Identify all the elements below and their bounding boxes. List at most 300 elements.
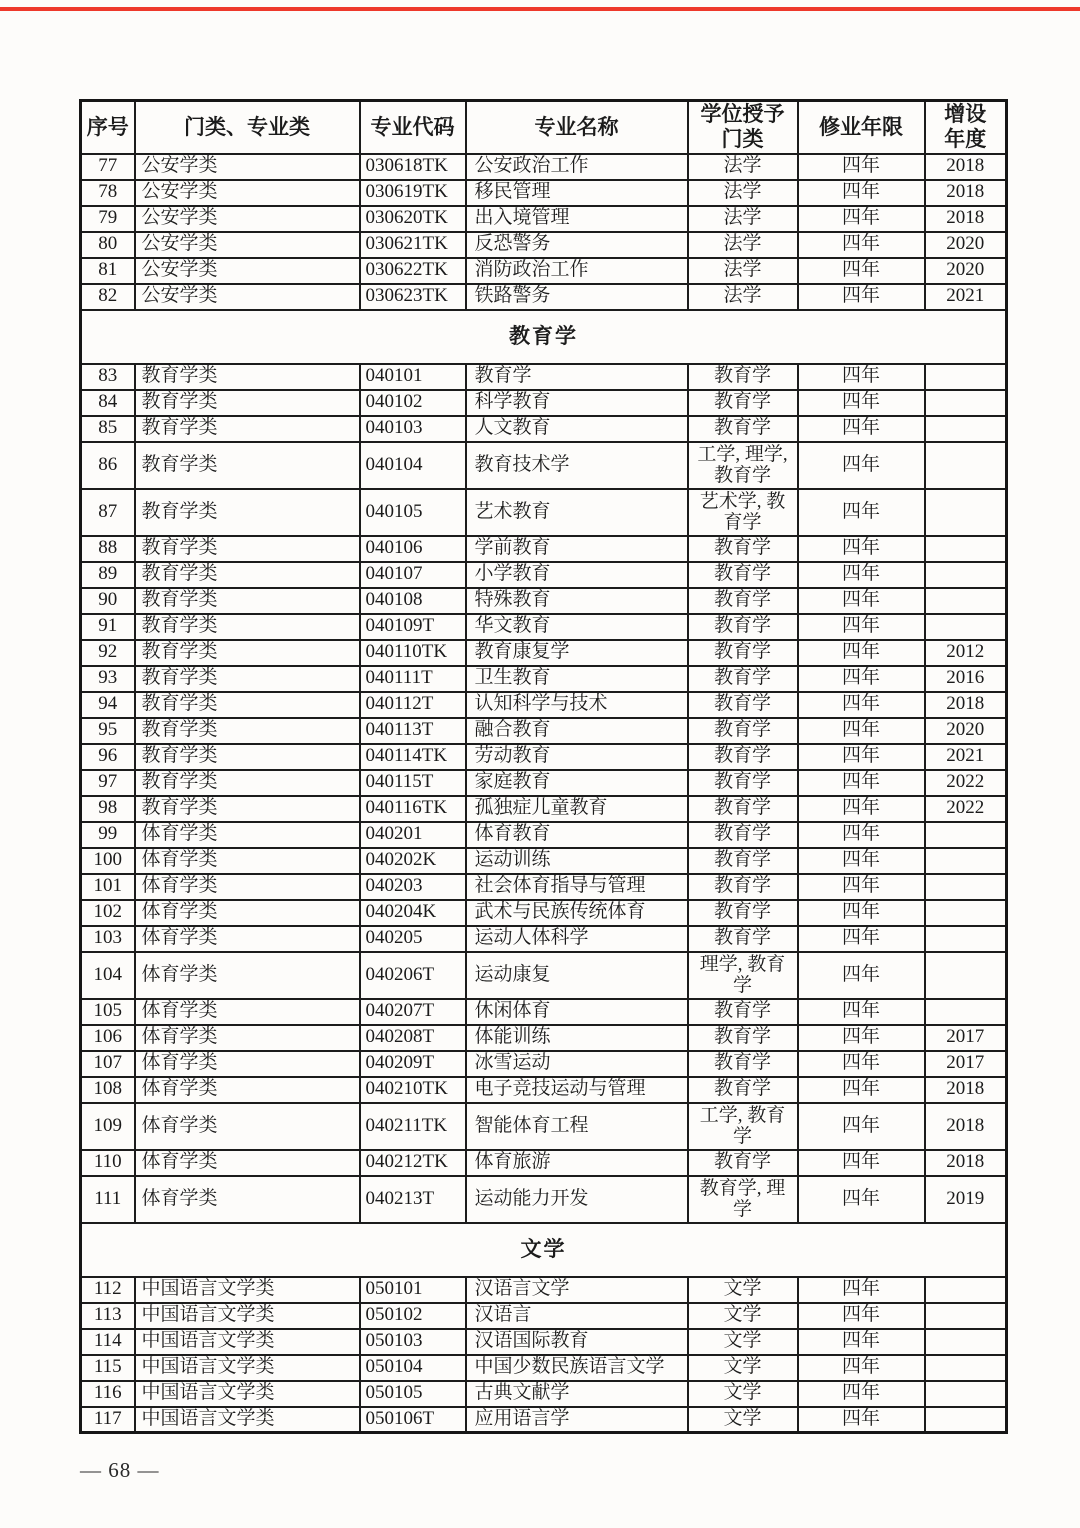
cell-degree: 教育学 <box>688 900 798 926</box>
cell-index: 84 <box>81 390 135 416</box>
cell-duration: 四年 <box>798 926 925 952</box>
cell-index: 79 <box>81 206 135 232</box>
cell-year-added <box>925 1277 1007 1303</box>
cell-degree: 教育学 <box>688 390 798 416</box>
cell-degree: 教育学, 理学 <box>688 1176 798 1223</box>
cell-name: 汉语国际教育 <box>466 1329 688 1355</box>
cell-index: 80 <box>81 232 135 258</box>
table-row <box>81 874 1007 900</box>
table-row <box>81 416 1007 442</box>
cell-name: 汉语言 <box>466 1303 688 1329</box>
cell-name: 体育旅游 <box>466 1150 688 1176</box>
cell-category: 公安学类 <box>135 258 360 284</box>
cell-index: 101 <box>81 874 135 900</box>
cell-degree: 文学 <box>688 1407 798 1433</box>
cell-year-added: 2016 <box>925 666 1007 692</box>
cell-duration: 四年 <box>798 744 925 770</box>
cell-index: 100 <box>81 848 135 874</box>
table-row <box>81 442 1007 489</box>
cell-code: 050104 <box>360 1355 466 1381</box>
table-row <box>81 1025 1007 1051</box>
cell-degree: 法学 <box>688 180 798 206</box>
cell-duration: 四年 <box>798 489 925 536</box>
cell-duration: 四年 <box>798 770 925 796</box>
table-row <box>81 744 1007 770</box>
cell-name: 应用语言学 <box>466 1407 688 1433</box>
majors-table <box>79 99 1008 1434</box>
cell-index: 87 <box>81 489 135 536</box>
col-header-degree: 学位授予门类 <box>688 101 798 154</box>
cell-category: 中国语言文学类 <box>135 1407 360 1433</box>
cell-index: 88 <box>81 536 135 562</box>
cell-year-added <box>925 1355 1007 1381</box>
cell-duration: 四年 <box>798 1303 925 1329</box>
cell-name: 运动训练 <box>466 848 688 874</box>
cell-category: 中国语言文学类 <box>135 1303 360 1329</box>
cell-degree: 教育学 <box>688 744 798 770</box>
cell-name: 教育康复学 <box>466 640 688 666</box>
cell-category: 教育学类 <box>135 770 360 796</box>
cell-index: 82 <box>81 284 135 310</box>
table-row <box>81 180 1007 206</box>
cell-category: 公安学类 <box>135 180 360 206</box>
cell-duration: 四年 <box>798 1051 925 1077</box>
table-row <box>81 390 1007 416</box>
cell-duration: 四年 <box>798 666 925 692</box>
table-row <box>81 364 1007 390</box>
cell-index: 117 <box>81 1407 135 1433</box>
table-row <box>81 640 1007 666</box>
cell-year-added <box>925 562 1007 588</box>
cell-name: 认知科学与技术 <box>466 692 688 718</box>
cell-duration: 四年 <box>798 1077 925 1103</box>
col-header-code: 专业代码 <box>360 101 466 154</box>
cell-degree: 艺术学, 教育学 <box>688 489 798 536</box>
cell-duration: 四年 <box>798 442 925 489</box>
cell-year-added <box>925 1329 1007 1355</box>
cell-duration: 四年 <box>798 206 925 232</box>
cell-category: 体育学类 <box>135 900 360 926</box>
table-row <box>81 1051 1007 1077</box>
cell-year-added: 2018 <box>925 1077 1007 1103</box>
cell-category: 教育学类 <box>135 588 360 614</box>
cell-degree: 工学, 教育学 <box>688 1103 798 1150</box>
cell-code: 050102 <box>360 1303 466 1329</box>
cell-year-added <box>925 1303 1007 1329</box>
cell-index: 81 <box>81 258 135 284</box>
cell-code: 040111T <box>360 666 466 692</box>
table-row <box>81 718 1007 744</box>
cell-duration: 四年 <box>798 258 925 284</box>
table-row <box>81 232 1007 258</box>
cell-degree: 教育学 <box>688 822 798 848</box>
cell-degree: 法学 <box>688 232 798 258</box>
cell-duration: 四年 <box>798 232 925 258</box>
cell-name: 移民管理 <box>466 180 688 206</box>
table-row <box>81 614 1007 640</box>
cell-category: 体育学类 <box>135 848 360 874</box>
table-row <box>81 1077 1007 1103</box>
cell-category: 体育学类 <box>135 1150 360 1176</box>
table-row <box>81 952 1007 999</box>
cell-duration: 四年 <box>798 1277 925 1303</box>
cell-year-added <box>925 416 1007 442</box>
section-header: 文学 <box>81 1223 1007 1277</box>
cell-degree: 教育学 <box>688 718 798 744</box>
section-row <box>81 310 1007 364</box>
cell-index: 111 <box>81 1176 135 1223</box>
table-row <box>81 822 1007 848</box>
table-row <box>81 206 1007 232</box>
cell-year-added <box>925 926 1007 952</box>
cell-index: 116 <box>81 1381 135 1407</box>
cell-name: 智能体育工程 <box>466 1103 688 1150</box>
cell-duration: 四年 <box>798 154 925 180</box>
cell-code: 040202K <box>360 848 466 874</box>
cell-duration: 四年 <box>798 848 925 874</box>
cell-name: 华文教育 <box>466 614 688 640</box>
cell-year-added: 2018 <box>925 692 1007 718</box>
cell-name: 劳动教育 <box>466 744 688 770</box>
cell-code: 040212TK <box>360 1150 466 1176</box>
cell-year-added: 2018 <box>925 206 1007 232</box>
cell-category: 公安学类 <box>135 154 360 180</box>
majors-table-header <box>81 101 1007 154</box>
table-row <box>81 1103 1007 1150</box>
table-row <box>81 1150 1007 1176</box>
cell-duration: 四年 <box>798 284 925 310</box>
cell-duration: 四年 <box>798 900 925 926</box>
cell-year-added: 2022 <box>925 796 1007 822</box>
col-header-index: 序号 <box>81 101 135 154</box>
cell-category: 教育学类 <box>135 666 360 692</box>
cell-degree: 教育学 <box>688 926 798 952</box>
cell-index: 113 <box>81 1303 135 1329</box>
cell-name: 教育学 <box>466 364 688 390</box>
cell-index: 99 <box>81 822 135 848</box>
cell-index: 85 <box>81 416 135 442</box>
cell-name: 体能训练 <box>466 1025 688 1051</box>
cell-index: 86 <box>81 442 135 489</box>
table-row <box>81 796 1007 822</box>
cell-duration: 四年 <box>798 999 925 1025</box>
table-row <box>81 258 1007 284</box>
cell-duration: 四年 <box>798 718 925 744</box>
cell-degree: 教育学 <box>688 796 798 822</box>
table-row <box>81 1381 1007 1407</box>
cell-category: 中国语言文学类 <box>135 1355 360 1381</box>
cell-name: 教育技术学 <box>466 442 688 489</box>
cell-code: 040107 <box>360 562 466 588</box>
cell-name: 中国少数民族语言文学 <box>466 1355 688 1381</box>
cell-category: 教育学类 <box>135 744 360 770</box>
cell-duration: 四年 <box>798 1329 925 1355</box>
cell-name: 运动康复 <box>466 952 688 999</box>
cell-degree: 教育学 <box>688 999 798 1025</box>
section-row <box>81 1223 1007 1277</box>
cell-name: 科学教育 <box>466 390 688 416</box>
cell-index: 90 <box>81 588 135 614</box>
table-row <box>81 562 1007 588</box>
table-row <box>81 770 1007 796</box>
cell-category: 体育学类 <box>135 1025 360 1051</box>
col-header-year-added: 增设年度 <box>925 101 1007 154</box>
cell-category: 体育学类 <box>135 926 360 952</box>
cell-category: 体育学类 <box>135 999 360 1025</box>
cell-name: 家庭教育 <box>466 770 688 796</box>
cell-code: 040105 <box>360 489 466 536</box>
cell-code: 040108 <box>360 588 466 614</box>
cell-name: 反恐警务 <box>466 232 688 258</box>
table-row <box>81 1329 1007 1355</box>
cell-category: 教育学类 <box>135 640 360 666</box>
cell-category: 体育学类 <box>135 1103 360 1150</box>
cell-category: 体育学类 <box>135 1176 360 1223</box>
cell-year-added: 2020 <box>925 718 1007 744</box>
cell-name: 融合教育 <box>466 718 688 744</box>
cell-name: 孤独症儿童教育 <box>466 796 688 822</box>
cell-name: 铁路警务 <box>466 284 688 310</box>
cell-year-added <box>925 1407 1007 1433</box>
cell-degree: 文学 <box>688 1355 798 1381</box>
cell-category: 中国语言文学类 <box>135 1329 360 1355</box>
cell-year-added <box>925 364 1007 390</box>
table-row <box>81 692 1007 718</box>
cell-degree: 文学 <box>688 1381 798 1407</box>
cell-degree: 教育学 <box>688 588 798 614</box>
cell-degree: 文学 <box>688 1277 798 1303</box>
cell-index: 92 <box>81 640 135 666</box>
cell-name: 小学教育 <box>466 562 688 588</box>
col-header-category: 门类、专业类 <box>135 101 360 154</box>
cell-code: 040110TK <box>360 640 466 666</box>
cell-year-added <box>925 489 1007 536</box>
cell-degree: 法学 <box>688 284 798 310</box>
cell-code: 040203 <box>360 874 466 900</box>
cell-name: 公安政治工作 <box>466 154 688 180</box>
cell-name: 武术与民族传统体育 <box>466 900 688 926</box>
cell-code: 040103 <box>360 416 466 442</box>
cell-duration: 四年 <box>798 1176 925 1223</box>
table-row <box>81 1176 1007 1223</box>
cell-degree: 工学, 理学, 教育学 <box>688 442 798 489</box>
cell-code: 040209T <box>360 1051 466 1077</box>
cell-category: 教育学类 <box>135 692 360 718</box>
cell-year-added: 2017 <box>925 1025 1007 1051</box>
table-row <box>81 926 1007 952</box>
cell-code: 050105 <box>360 1381 466 1407</box>
cell-duration: 四年 <box>798 796 925 822</box>
cell-degree: 法学 <box>688 258 798 284</box>
cell-degree: 教育学 <box>688 536 798 562</box>
cell-degree: 教育学 <box>688 416 798 442</box>
cell-degree: 教育学 <box>688 692 798 718</box>
cell-duration: 四年 <box>798 952 925 999</box>
table-row <box>81 848 1007 874</box>
table-row <box>81 1303 1007 1329</box>
cell-index: 110 <box>81 1150 135 1176</box>
cell-duration: 四年 <box>798 640 925 666</box>
table-row <box>81 284 1007 310</box>
cell-index: 109 <box>81 1103 135 1150</box>
cell-code: 040104 <box>360 442 466 489</box>
cell-degree: 法学 <box>688 154 798 180</box>
cell-index: 83 <box>81 364 135 390</box>
cell-degree: 教育学 <box>688 562 798 588</box>
cell-duration: 四年 <box>798 536 925 562</box>
col-header-duration: 修业年限 <box>798 101 925 154</box>
cell-code: 040206T <box>360 952 466 999</box>
header-row <box>81 101 1007 154</box>
cell-code: 040109T <box>360 614 466 640</box>
cell-duration: 四年 <box>798 562 925 588</box>
cell-code: 030620TK <box>360 206 466 232</box>
cell-code: 040116TK <box>360 796 466 822</box>
cell-code: 040106 <box>360 536 466 562</box>
cell-year-added <box>925 874 1007 900</box>
cell-index: 98 <box>81 796 135 822</box>
table-row <box>81 1407 1007 1433</box>
cell-code: 030619TK <box>360 180 466 206</box>
cell-code: 040205 <box>360 926 466 952</box>
cell-name: 古典文献学 <box>466 1381 688 1407</box>
cell-category: 中国语言文学类 <box>135 1381 360 1407</box>
cell-code: 040211TK <box>360 1103 466 1150</box>
cell-category: 体育学类 <box>135 952 360 999</box>
cell-code: 030623TK <box>360 284 466 310</box>
cell-year-added: 2021 <box>925 284 1007 310</box>
cell-duration: 四年 <box>798 588 925 614</box>
cell-name: 人文教育 <box>466 416 688 442</box>
cell-index: 89 <box>81 562 135 588</box>
cell-category: 教育学类 <box>135 536 360 562</box>
cell-year-added: 2020 <box>925 232 1007 258</box>
cell-category: 体育学类 <box>135 1077 360 1103</box>
cell-year-added: 2012 <box>925 640 1007 666</box>
section-header: 教育学 <box>81 310 1007 364</box>
cell-name: 学前教育 <box>466 536 688 562</box>
cell-category: 公安学类 <box>135 206 360 232</box>
table-row <box>81 1277 1007 1303</box>
cell-year-added: 2018 <box>925 154 1007 180</box>
cell-year-added: 2018 <box>925 1150 1007 1176</box>
cell-degree: 理学, 教育学 <box>688 952 798 999</box>
cell-code: 050106T <box>360 1407 466 1433</box>
cell-year-added <box>925 614 1007 640</box>
cell-index: 112 <box>81 1277 135 1303</box>
cell-code: 050101 <box>360 1277 466 1303</box>
cell-category: 教育学类 <box>135 718 360 744</box>
cell-index: 95 <box>81 718 135 744</box>
cell-index: 103 <box>81 926 135 952</box>
cell-duration: 四年 <box>798 1355 925 1381</box>
cell-duration: 四年 <box>798 1025 925 1051</box>
cell-category: 教育学类 <box>135 364 360 390</box>
cell-index: 102 <box>81 900 135 926</box>
table-row <box>81 666 1007 692</box>
table-row <box>81 999 1007 1025</box>
cell-duration: 四年 <box>798 364 925 390</box>
cell-degree: 教育学 <box>688 1025 798 1051</box>
cell-name: 消防政治工作 <box>466 258 688 284</box>
cell-index: 106 <box>81 1025 135 1051</box>
cell-code: 030622TK <box>360 258 466 284</box>
cell-year-added <box>925 822 1007 848</box>
cell-code: 040112T <box>360 692 466 718</box>
cell-degree: 教育学 <box>688 614 798 640</box>
cell-code: 040102 <box>360 390 466 416</box>
cell-degree: 教育学 <box>688 666 798 692</box>
cell-index: 108 <box>81 1077 135 1103</box>
cell-code: 050103 <box>360 1329 466 1355</box>
cell-name: 运动能力开发 <box>466 1176 688 1223</box>
cell-index: 96 <box>81 744 135 770</box>
cell-category: 教育学类 <box>135 416 360 442</box>
cell-category: 公安学类 <box>135 232 360 258</box>
table-row <box>81 1355 1007 1381</box>
cell-year-added: 2019 <box>925 1176 1007 1223</box>
cell-category: 教育学类 <box>135 489 360 536</box>
cell-category: 公安学类 <box>135 284 360 310</box>
cell-year-added: 2017 <box>925 1051 1007 1077</box>
cell-degree: 文学 <box>688 1329 798 1355</box>
table-row <box>81 588 1007 614</box>
cell-degree: 教育学 <box>688 364 798 390</box>
cell-year-added <box>925 588 1007 614</box>
majors-table-body <box>81 154 1007 1433</box>
cell-duration: 四年 <box>798 692 925 718</box>
cell-index: 107 <box>81 1051 135 1077</box>
cell-year-added <box>925 390 1007 416</box>
cell-duration: 四年 <box>798 180 925 206</box>
table-row <box>81 900 1007 926</box>
cell-year-added <box>925 848 1007 874</box>
cell-code: 040114TK <box>360 744 466 770</box>
cell-category: 教育学类 <box>135 390 360 416</box>
cell-year-added <box>925 999 1007 1025</box>
cell-degree: 文学 <box>688 1303 798 1329</box>
cell-duration: 四年 <box>798 1407 925 1433</box>
cell-year-added <box>925 1381 1007 1407</box>
cell-index: 77 <box>81 154 135 180</box>
cell-duration: 四年 <box>798 874 925 900</box>
cell-name: 出入境管理 <box>466 206 688 232</box>
cell-name: 冰雪运动 <box>466 1051 688 1077</box>
cell-name: 运动人体科学 <box>466 926 688 952</box>
cell-year-added <box>925 442 1007 489</box>
cell-degree: 教育学 <box>688 874 798 900</box>
cell-category: 体育学类 <box>135 1051 360 1077</box>
cell-degree: 教育学 <box>688 1077 798 1103</box>
cell-duration: 四年 <box>798 822 925 848</box>
cell-year-added: 2021 <box>925 744 1007 770</box>
cell-duration: 四年 <box>798 614 925 640</box>
cell-degree: 教育学 <box>688 1150 798 1176</box>
cell-code: 040101 <box>360 364 466 390</box>
cell-category: 教育学类 <box>135 562 360 588</box>
cell-code: 040204K <box>360 900 466 926</box>
cell-duration: 四年 <box>798 1150 925 1176</box>
cell-degree: 教育学 <box>688 640 798 666</box>
cell-index: 97 <box>81 770 135 796</box>
cell-code: 040213T <box>360 1176 466 1223</box>
cell-duration: 四年 <box>798 1103 925 1150</box>
cell-name: 艺术教育 <box>466 489 688 536</box>
cell-year-added <box>925 900 1007 926</box>
page-number: — 68 — <box>80 1458 160 1482</box>
cell-year-added: 2022 <box>925 770 1007 796</box>
table-row <box>81 536 1007 562</box>
